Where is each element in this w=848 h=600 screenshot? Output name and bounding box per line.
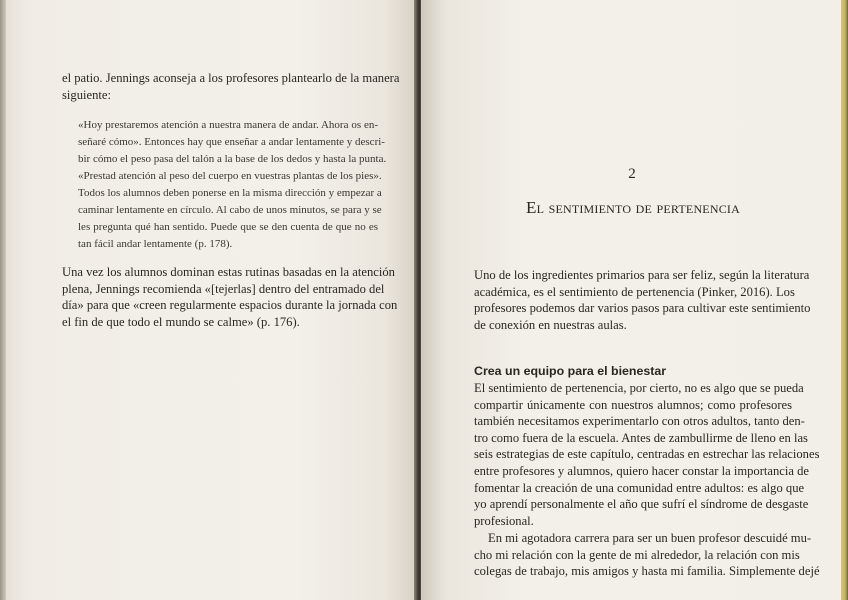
right-body-2 (474, 530, 820, 580)
text-line: día» para que «creen regularmente espacios durante la jornada con (62, 298, 398, 313)
text-line: el patio. Jennings aconseja a los profesores plantearlo de la manera (62, 71, 400, 85)
chapter-number: 2 (628, 166, 636, 182)
quote-line: les pregunta qué han sentido. Puede que se den cuenta de que no es (78, 221, 378, 233)
quote-line: Todos los alumnos deben ponerse en la misma dirección y empezar a (78, 187, 382, 199)
right-page-edge (841, 0, 848, 600)
section-subheading: Crea un equipo para el bienestar (474, 364, 667, 378)
quote-line: tan fácil andar lentamente (p. 178). (78, 238, 233, 250)
left-paragraph (62, 264, 398, 330)
text-line: también necesitamos experimentarlo con otros adultos, tanto den- (474, 414, 805, 429)
quote-line: bir cómo el peso pasa del talón a la base de los dedos y hasta la punta. (78, 153, 387, 165)
chapter-title: El sentimiento de pertenencia (526, 198, 740, 217)
text-line: de conexión en nuestras aulas. (474, 317, 627, 332)
text-line: colegas de trabajo, mis amigos y hasta mi familia. Simplemente dejé (474, 564, 820, 579)
right-body (474, 380, 820, 529)
quote-line: señaré cómo». Entonces hay que enseñar a andar lentamente y descri- (78, 136, 385, 148)
text-line: Uno de los ingredientes primarios para ser feliz, según la literatura (474, 268, 810, 282)
quote-line: caminar lentamente en círculo. Al cabo de unos minutos, se para y se (78, 204, 382, 216)
text-line: académica, es el sentimiento de pertenencia (Pinker, 2016). Los (474, 284, 795, 299)
text-line: siguiente: (62, 87, 111, 102)
left-quote (78, 117, 387, 253)
text-line: compartir únicamente con nuestros alumnos; como profesores (474, 397, 792, 412)
text-line: profesores podemos dar varios pasos para cultivar este sentimiento (474, 301, 811, 316)
text-line: Una vez los alumnos dominan estas rutinas basadas en la atención (62, 265, 395, 279)
text-line: entre profesores y alumnos, quiero hacer constar la importancia de (474, 463, 810, 478)
text-line: cho mi relación con la gente de mi alrededor, la relación con mis (474, 547, 800, 562)
text-line: El sentimiento de pertenencia, por cierto, no es algo que se pueda (474, 381, 804, 395)
text-line: yo aprendí personalmente el año que sufrí el síndrome de desgaste (474, 497, 809, 512)
right-intro (474, 267, 811, 333)
quote-line: «Hoy prestaremos atención a nuestra manera de andar. Ahora os en- (78, 119, 378, 131)
text-line: tro como fuera de la escuela. Antes de zambullirme de lleno en las (474, 430, 808, 445)
text-line: En mi agotadora carrera para ser un buen profesor descuidé mu- (488, 531, 812, 545)
quote-line: «Prestad atención al peso del cuerpo en vuestras plantas de los pies». (78, 170, 382, 182)
text-line: el fin de que todo el mundo se calme» (p. 176). (62, 314, 300, 329)
text-line: profesional. (474, 513, 534, 528)
text-line: fomentar la creación de una comunidad entre adultos: es algo que (474, 480, 805, 495)
text-line: seis estrategias de este capítulo, centradas en estrechar las relaciones (474, 447, 820, 462)
left-intro (62, 70, 400, 103)
text-line: plena, Jennings recomienda «[tejerlas] dentro del entramado del (62, 281, 385, 296)
